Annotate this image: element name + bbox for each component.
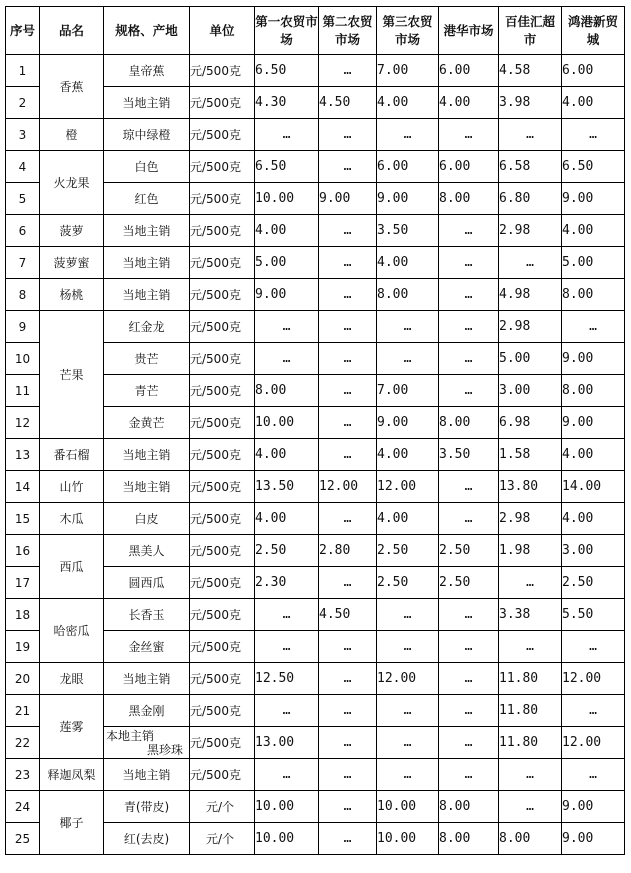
price-cell: 4.00 [562,215,625,247]
price-cell: … [319,695,377,727]
price-cell: … [319,503,377,535]
price-cell: … [319,791,377,823]
price-cell: … [562,311,625,343]
table-row [6,791,625,823]
price-cell: 12.00 [319,471,377,503]
price-cell: 7.00 [377,375,439,407]
price-cell: … [255,119,319,151]
price-cell: 11.80 [499,727,562,759]
price-cell: 8.00 [562,279,625,311]
price-cell: … [377,695,439,727]
unit: 元/个 [190,823,255,855]
price-cell: … [499,631,562,663]
unit: 元/500克 [190,247,255,279]
spec-origin: 当地主销 [104,663,190,695]
header-cell: 第一农贸市场 [255,7,319,55]
row-number: 23 [6,759,40,791]
table-row [6,151,625,183]
price-cell: … [499,247,562,279]
unit: 元/500克 [190,151,255,183]
price-cell: … [439,375,499,407]
price-cell: 4.98 [499,279,562,311]
header-cell: 鸿港新贸城 [562,7,625,55]
price-cell: 10.00 [377,823,439,855]
price-cell: 2.98 [499,503,562,535]
table-row [6,55,625,87]
price-cell: … [377,119,439,151]
price-cell: … [499,791,562,823]
price-cell: 3.50 [377,215,439,247]
spec-origin: 金丝蜜 [104,631,190,663]
unit: 元/500克 [190,119,255,151]
price-cell: … [319,375,377,407]
spec-origin: 贵芒 [104,343,190,375]
price-cell: … [377,599,439,631]
table-row [6,279,625,311]
price-cell: 9.00 [377,183,439,215]
row-number: 22 [6,727,40,759]
price-cell: 4.00 [255,439,319,471]
price-cell: 2.80 [319,535,377,567]
price-cell: 13.50 [255,471,319,503]
price-cell: … [319,343,377,375]
price-cell: … [319,631,377,663]
price-cell: 2.50 [562,567,625,599]
product-name: 哈密瓜 [40,599,104,663]
price-cell: … [439,599,499,631]
table-row [6,759,625,791]
price-cell: 2.50 [255,535,319,567]
price-cell: … [439,727,499,759]
row-number: 8 [6,279,40,311]
product-name: 椰子 [40,791,104,855]
table-row [6,535,625,567]
header-cell: 第二农贸市场 [319,7,377,55]
unit: 元/500克 [190,183,255,215]
unit: 元/500克 [190,503,255,535]
table-row [6,599,625,631]
product-name: 释迦凤梨 [40,759,104,791]
price-cell: 6.50 [562,151,625,183]
price-cell: … [319,311,377,343]
table-row [6,695,625,727]
row-number: 12 [6,407,40,439]
unit: 元/500克 [190,759,255,791]
price-cell: … [439,631,499,663]
price-cell: 8.00 [499,823,562,855]
price-cell: … [499,759,562,791]
price-cell: … [562,119,625,151]
price-cell: … [319,663,377,695]
price-cell: 4.00 [255,503,319,535]
price-cell: 9.00 [562,823,625,855]
price-cell: … [255,759,319,791]
row-number: 24 [6,791,40,823]
price-table-container [5,6,625,855]
price-cell: … [319,407,377,439]
price-cell: 8.00 [255,375,319,407]
product-name: 番石榴 [40,439,104,471]
unit: 元/500克 [190,215,255,247]
table-row [6,311,625,343]
price-cell: 2.98 [499,311,562,343]
price-cell: 4.00 [377,247,439,279]
price-cell: … [319,567,377,599]
unit: 元/个 [190,791,255,823]
row-number: 9 [6,311,40,343]
price-cell: … [562,631,625,663]
row-number: 16 [6,535,40,567]
price-cell: … [439,503,499,535]
price-cell: 8.00 [377,279,439,311]
product-name: 西瓜 [40,535,104,599]
price-cell: 4.30 [255,87,319,119]
table-row [6,439,625,471]
price-cell: … [499,567,562,599]
spec-origin: 当地主销 [104,279,190,311]
price-cell: 9.00 [255,279,319,311]
price-cell: … [439,663,499,695]
price-cell: … [377,343,439,375]
price-cell: 12.50 [255,663,319,695]
price-cell: … [319,279,377,311]
price-cell: 2.50 [377,567,439,599]
price-cell: 3.98 [499,87,562,119]
unit: 元/500克 [190,663,255,695]
unit: 元/500克 [190,279,255,311]
price-cell: 4.00 [562,439,625,471]
unit: 元/500克 [190,727,255,759]
price-cell: 1.98 [499,535,562,567]
price-cell: … [499,119,562,151]
price-cell: … [439,119,499,151]
price-cell: 4.00 [377,87,439,119]
price-cell: 12.00 [377,663,439,695]
price-cell: … [255,599,319,631]
unit: 元/500克 [190,87,255,119]
spec-origin: 当地主销 [104,215,190,247]
price-cell: … [439,311,499,343]
price-cell: 5.00 [499,343,562,375]
unit: 元/500克 [190,439,255,471]
price-cell: 8.00 [439,183,499,215]
row-number: 13 [6,439,40,471]
price-cell: 3.50 [439,439,499,471]
spec-line-1: 本地主销 [106,728,155,743]
price-cell: … [319,759,377,791]
product-name: 菠萝蜜 [40,247,104,279]
unit: 元/500克 [190,407,255,439]
header-cell: 序号 [6,7,40,55]
unit: 元/500克 [190,375,255,407]
spec-origin: 白色 [104,151,190,183]
table-row [6,215,625,247]
price-cell: 5.00 [255,247,319,279]
price-cell: … [439,471,499,503]
price-cell: 2.50 [439,535,499,567]
spec-origin: 金黄芒 [104,407,190,439]
product-name: 菠萝 [40,215,104,247]
row-number: 3 [6,119,40,151]
price-cell: 8.00 [439,791,499,823]
row-number: 14 [6,471,40,503]
price-cell: 5.50 [562,599,625,631]
price-cell: … [439,343,499,375]
price-cell: 11.80 [499,663,562,695]
price-cell: 9.00 [562,183,625,215]
header-row [6,7,625,55]
row-number: 25 [6,823,40,855]
price-cell: 9.00 [562,791,625,823]
price-cell: 3.00 [499,375,562,407]
price-cell: … [319,119,377,151]
price-cell: … [319,215,377,247]
price-cell: 7.00 [377,55,439,87]
spec-origin: 当地主销 [104,471,190,503]
price-cell: 3.38 [499,599,562,631]
price-cell: 10.00 [255,823,319,855]
product-name: 莲雾 [40,695,104,759]
price-cell: … [255,311,319,343]
unit: 元/500克 [190,631,255,663]
row-number: 18 [6,599,40,631]
price-cell: 4.58 [499,55,562,87]
price-cell: … [255,343,319,375]
spec-origin: 青芒 [104,375,190,407]
unit: 元/500克 [190,567,255,599]
price-cell: … [319,55,377,87]
row-number: 21 [6,695,40,727]
row-number: 6 [6,215,40,247]
price-cell: 6.58 [499,151,562,183]
price-cell: 6.00 [439,151,499,183]
price-cell: 4.00 [439,87,499,119]
price-cell: 11.80 [499,695,562,727]
price-cell: 8.00 [562,375,625,407]
price-cell: … [319,151,377,183]
spec-origin: 琼中绿橙 [104,119,190,151]
spec-origin: 红金龙 [104,311,190,343]
price-cell: … [319,823,377,855]
header-cell: 港华市场 [439,7,499,55]
spec-origin: 当地主销 [104,247,190,279]
product-name: 香蕉 [40,55,104,119]
fruit-price-table [5,6,625,855]
product-name: 龙眼 [40,663,104,695]
price-cell: 4.50 [319,87,377,119]
product-name: 杨桃 [40,279,104,311]
price-cell: … [319,439,377,471]
row-number: 7 [6,247,40,279]
price-cell: … [562,695,625,727]
price-cell: 3.00 [562,535,625,567]
spec-origin: 圆西瓜 [104,567,190,599]
price-cell: 8.00 [439,407,499,439]
table-body [6,55,625,855]
price-cell: 13.80 [499,471,562,503]
product-name: 木瓜 [40,503,104,535]
table-row [6,471,625,503]
price-cell: … [377,727,439,759]
price-cell: 6.00 [562,55,625,87]
row-number: 5 [6,183,40,215]
row-number: 4 [6,151,40,183]
header-cell: 第三农贸市场 [377,7,439,55]
price-cell: 12.00 [562,663,625,695]
price-cell: 4.50 [319,599,377,631]
unit: 元/500克 [190,343,255,375]
product-name: 芒果 [40,311,104,439]
spec-origin: 青(带皮) [104,791,190,823]
spec-origin: 当地主销 [104,439,190,471]
price-cell: 10.00 [255,791,319,823]
unit: 元/500克 [190,695,255,727]
unit: 元/500克 [190,535,255,567]
table-row [6,663,625,695]
row-number: 17 [6,567,40,599]
row-number: 2 [6,87,40,119]
price-cell: 6.00 [439,55,499,87]
row-number: 20 [6,663,40,695]
unit: 元/500克 [190,311,255,343]
unit: 元/500克 [190,599,255,631]
price-cell: 2.50 [377,535,439,567]
price-cell: … [319,727,377,759]
price-cell: … [439,279,499,311]
price-cell: 10.00 [255,183,319,215]
spec-line-2: 黑珍珠 [146,742,183,757]
price-cell: … [377,631,439,663]
price-cell: 6.98 [499,407,562,439]
spec-origin: 黑金刚 [104,695,190,727]
price-cell: 8.00 [439,823,499,855]
price-cell: 1.58 [499,439,562,471]
product-name: 火龙果 [40,151,104,215]
header-cell: 规格、产地 [104,7,190,55]
header-cell: 单位 [190,7,255,55]
spec-origin: 当地主销 [104,87,190,119]
spec-origin: 白皮 [104,503,190,535]
price-cell: … [439,247,499,279]
price-cell: 6.80 [499,183,562,215]
price-cell: 5.00 [562,247,625,279]
spec-origin: 红(去皮) [104,823,190,855]
header-cell: 品名 [40,7,104,55]
price-cell: … [439,695,499,727]
price-cell: … [439,215,499,247]
price-cell: 6.00 [377,151,439,183]
row-number: 10 [6,343,40,375]
price-cell: 4.00 [562,503,625,535]
product-name: 山竹 [40,471,104,503]
row-number: 1 [6,55,40,87]
price-cell: 6.50 [255,151,319,183]
table-row [6,119,625,151]
price-cell: 4.00 [377,439,439,471]
table-row [6,503,625,535]
price-cell: 12.00 [377,471,439,503]
row-number: 11 [6,375,40,407]
price-cell: 9.00 [319,183,377,215]
price-cell: … [439,759,499,791]
spec-origin: 红色 [104,183,190,215]
price-cell: 9.00 [377,407,439,439]
price-cell: … [377,759,439,791]
price-cell: 9.00 [562,343,625,375]
price-cell: 9.00 [562,407,625,439]
row-number: 15 [6,503,40,535]
table-row [6,247,625,279]
price-cell: 12.00 [562,727,625,759]
header-cell: 百佳汇超市 [499,7,562,55]
price-cell: 2.50 [439,567,499,599]
unit: 元/500克 [190,471,255,503]
price-cell: 10.00 [377,791,439,823]
spec-origin: 黑美人 [104,535,190,567]
row-number: 19 [6,631,40,663]
spec-origin: 皇帝蕉 [104,55,190,87]
price-cell: 14.00 [562,471,625,503]
price-cell: 4.00 [377,503,439,535]
price-cell: … [377,311,439,343]
spec-origin [104,727,190,759]
price-cell: 4.00 [255,215,319,247]
price-cell: 2.98 [499,215,562,247]
price-cell: … [562,759,625,791]
price-cell: 4.00 [562,87,625,119]
price-cell: 2.30 [255,567,319,599]
price-cell: … [255,631,319,663]
spec-origin: 长香玉 [104,599,190,631]
price-cell: … [319,247,377,279]
product-name: 橙 [40,119,104,151]
price-cell: … [255,695,319,727]
price-cell: 10.00 [255,407,319,439]
price-cell: 6.50 [255,55,319,87]
price-cell: 13.00 [255,727,319,759]
spec-origin: 当地主销 [104,759,190,791]
unit: 元/500克 [190,55,255,87]
